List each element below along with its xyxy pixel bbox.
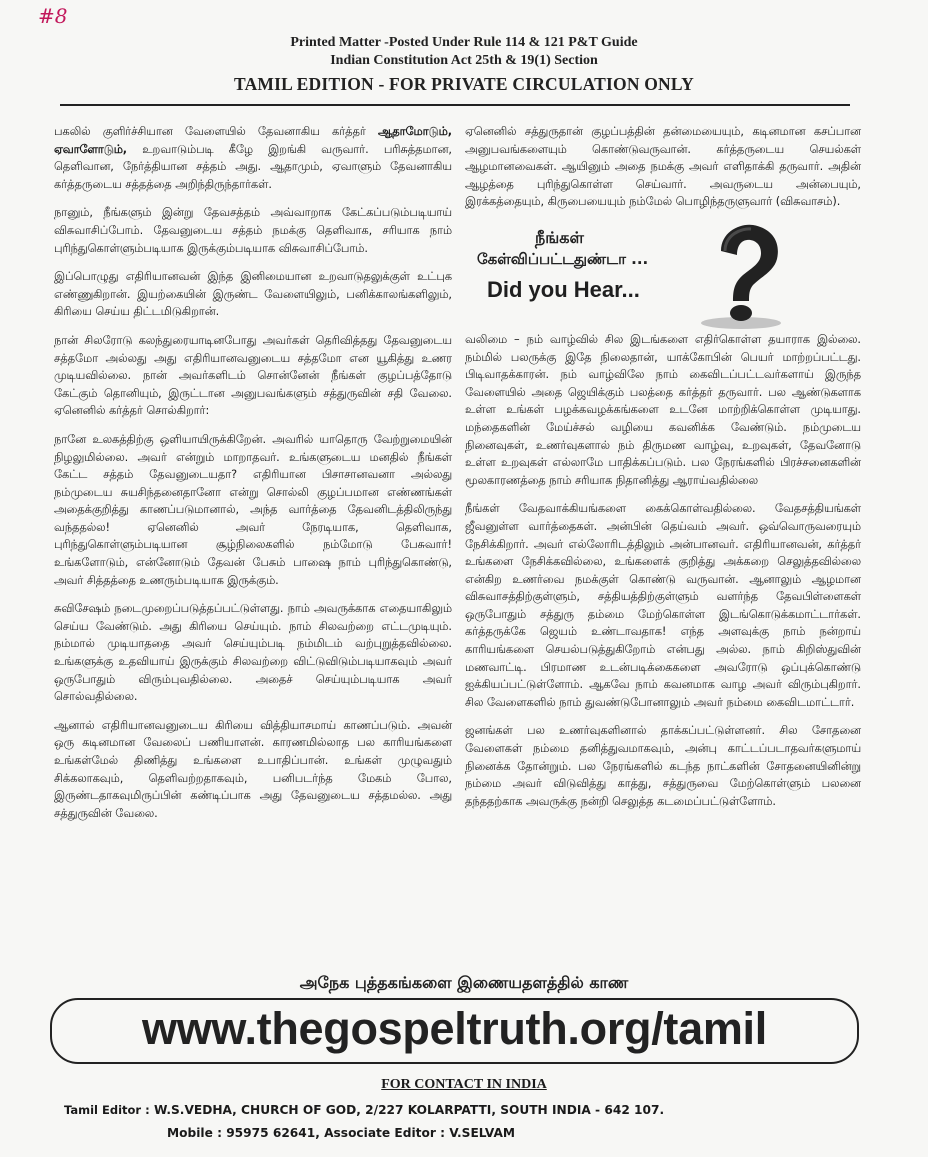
constitution-act-line: Indian Constitution Act 25th & 19(1) Section [330, 53, 598, 68]
paragraph: நானும், நீங்களும் இன்று தேவசத்தம் அவ்வாறாக கேட்கப்படும்படியாய் விசுவாசிப்போம். தேவனுடைய சத்தம் நமக்கு தெளிவாக, சரியாக நாம் புரிந்துகொள்ளும்படியாக இருக்கும்படியாக விசுவாசிப்போம். [54, 206, 452, 255]
paragraph: ஜனங்கள் பல உணர்வுகளினால் தாக்கப்பட்டுள்ளனர். சில சோதனை வேளைகள் நம்மை தனித்துவமாகவும், அன்பு காட்டப்படாதவர்களுமாய் நினைக்க தோன்றும். பல நேரங்களில் கடந்த நாட்களின் சோதனையினின்று நம்மை அவர் விடுவித்து காத்து, சத்துருவை மேற்கொள்ளும் பலனை தந்ததற்காக அவருக்கு நன்றி செலுத்த கடமைப்பட்டுள்ளோம். [465, 724, 861, 808]
paragraph-text: பகலில் குளிர்ச்சியான வேளையில் தேவனாகிய கர்த்தர் [54, 125, 378, 138]
contact-editor-label: Tamil Editor : [64, 1103, 150, 1117]
paragraph-text: உறவாடும்படி கீழே இறங்கி வருவார். பரிசுத்தமான, தெளிவான, நேர்த்தியான சத்தம் அது. ஆதாமும், ஏவாளும் தேவனாகிய கர்த்தருடைய சத்தத்தை அறிந்திருந்தார்கள். [54, 142, 452, 191]
question-tamil-line1: நீங்கள் [535, 227, 584, 247]
paragraph: நீங்கள் வேதவாக்கியங்களை கைக்கொள்வதில்லை. வேதசத்தியங்கள் ஜீவனுள்ள வார்த்தைகள். அன்பின் தெய்வம் அவர். ஒவ்வொருவரையும் நேசிக்கிறார். அவர் எல்லோரிடத்திலும் அன்பானவர். எதிரியானவன், கர்த்தர் உங்களை நேசிக்கவில்லை, உங்களைக் குறித்து அக்கறை செலுத்தவில்லை என்கிற உணர்வை நமக்குள் கொண்டு வருவான். ஆனாலும் ஆழமான விசுவாசத்திற்குள்ளும், சத்தியத்திற்குள்ளும் வளர்ந்த தேவபிள்ளைகள் ஒருபோதும் சத்துரு தம்மை மேற்கொள்ள இடங்கொடுக்கமாட்டார்கள். கர்த்தருக்கே ஜெயம் உண்டாவதாக! எந்த அளவுக்கு நாம் நன்றாய் காரியங்களை செயல்படுத்துகிறோம் என்பது அல்ல. நாம் கிறிஸ்துவின் மணவாட்டி. பிரமாண உடன்படிக்கைகளை அவரோடு ஒப்புக்கொண்டு ஐக்கியப்பட்டுள்ளோம். ஆகவே நாம் கவனமாக வாழ அவர் விரும்புகிறார். சில வேளைகளில் நாம் துவண்டுபோனாலும் அவர் நம்மை கைவிடமாட்டார். [465, 502, 861, 709]
question-tamil-line2: கேள்விப்பட்டதுண்டா ... [477, 249, 649, 268]
paragraph: ஆனால் எதிரியானவனுடைய கிரியை வித்தியாசமாய் காணப்படும். அவன் ஒரு கடினமான வேலைப் பணியாளன். காரணமில்லாத பல காரியங்களை உங்கள்மேல் திணித்து உங்களை உபாதிப்பான். உங்கள் முழுவதும் சிக்கலாகவும், தெளிவற்றதாகவும், பனிபடர்ந்த மேகம் போல, இருண்டதாகவுமிருப்பின் கண்டிப்பாக அது தேவனுடைய சத்தமல்ல. அது சத்துருவின் வேலை. [54, 718, 452, 820]
paragraph: ஏனெனில் சத்துருதான் குழப்பத்தின் தன்மையையும், கடினமான கசப்பான அனுபவங்களையும் கொண்டுவருவான். கர்த்தருடைய செயல்கள் ஆழமானவைகள். ஆயினும் அதை நமக்கு அவர் எளிதாக்கி தருவார். அதின் ஆழத்தை புரிந்துகொள்ள செய்வார். அவருடைய அன்பையும், இரக்கத்தையும், கிருபையையும் நம்மேல் பொழிந்தருளுவார் (விசுவாசம்). [465, 125, 861, 209]
website-promo-heading: அநேக புத்தகங்களை இணையதளத்தில் காண [299, 973, 629, 992]
page-number-mark: #8 [38, 4, 68, 28]
paragraph: சுவிசேஷம் நடைமுறைப்படுத்தப்பட்டுள்ளது. நாம் அவருக்காக எதையாகிலும் செய்ய வேண்டும். அது கிரியை செய்யும். நாம் சிலவற்றை எட்டமுடியும். நம்மால் முடியாததை அவர் செய்யும்படி நம்மிடம் வற்புறுத்தவில்லை. உங்களுக்கு உதவியாய் இருக்கும் சிலவற்றை விட்டுவிடும்படியாகவும் அவர் ஒருபோதும் விரும்புவதில்லை. அதைச் செய்யும்படியாக அவர் சொல்வதில்லை. [54, 602, 452, 704]
paragraph [54, 123, 452, 193]
did-you-hear-graphic [465, 225, 861, 331]
contact-editor-address: W.S.VEDHA, CHURCH OF GOD, 2/227 KOLARPATTI, SOUTH INDIA - 642 107. [153, 1103, 665, 1117]
paragraph: நான் சிலரோடு கலந்துரையாடினபோது அவர்கள் தெரிவித்தது தேவனுடைய சத்தமோ அல்லது அது எதிரியானவனுடைய சத்தமோ என யூகித்து உணர முடியவில்லை. நான் அவர்களிடம் சொன்னேன் நீங்கள் குழப்பத்தோடு கேட்கும் தொனியும், இருட்டான அனுபவங்களும் சத்துருவின் சதி வேலை. ஏனெனில் கர்த்தர் சொல்கிறார்: [54, 333, 452, 418]
question-mark-icon [691, 221, 791, 331]
contact-mobile-line: Mobile : 95975 62641, Associate Editor : V.SELVAM [167, 1126, 516, 1140]
postal-notice-line: Printed Matter -Posted Under Rule 114 & 121 P&T Guide [290, 35, 638, 50]
website-url-box [50, 998, 859, 1064]
contact-editor-line [64, 1103, 664, 1117]
paragraph-bold-text: ஆதாமோடும், ஏவாளோடும், [54, 125, 452, 156]
paragraph: இப்பொழுது எதிரியானவன் இந்த இனிமையான உறவாடுதலுக்குள் உட்புக எண்ணுகிறான். இயற்கையின் இருண்ட வேளையிலும், பனிக்காலங்களிலும், கிரியை செய்ய திட்டமிடுகிறான். [54, 270, 452, 319]
right-column [465, 123, 861, 821]
contact-heading: FOR CONTACT IN INDIA [381, 1077, 547, 1092]
header-divider [60, 104, 850, 106]
edition-title: TAMIL EDITION - FOR PRIVATE CIRCULATION ONLY [234, 74, 694, 94]
left-column [54, 123, 452, 833]
question-english: Did you Hear... [487, 276, 640, 302]
website-url-link[interactable]: www.thegospeltruth.org/tamil [142, 1003, 767, 1054]
paragraph: வலிமை – நம் வாழ்வில் சில இடங்களை எதிர்கொள்ள தயாராக இல்லை. நம்மில் பலருக்கு இதே நிலைதான், யாக்கோபின் பெயர் மாற்றப்பட்டது. பிடிவாதக்காரன். நம் வாழ்விலே நாம் கைவிடப்பட்டவர்களாய் இருந்த வேளையில் அதை ஜெயிக்கும் பலத்தை கர்த்தர் தருவார். பல ஆண்டுகளாக உள்ள உங்கள் பழக்கவழக்கங்களை உடனே மாற்றிக்கொள்ள முடியாது. மந்தைகளின் மேய்ச்சல் வழியை கவனிக்க வேண்டும். நம்முடைய நினைவுகள், உணர்வுகளால் நம் திருமண வாழ்வு, உறவுகள், தேவனோடு உள்ள உறவுகள் எல்லாமே பாதிக்கப்படும். பல நேரங்களில் பிரச்சனைகளின் மூலகாரணத்தை நாம் சரியாக நிதானித்து ஆராய்வதில்லை [465, 332, 861, 487]
paragraph: நானே உலகத்திற்கு ஒளியாயிருக்கிறேன். அவரில் யாதொரு வேற்றுமையின் நிழலுமில்லை. அவர் என்றும் மாறாதவர். உங்களுடைய மனதில் நீங்கள் கேட்ட சத்தம் தேவனுடையதா? எதிரியான பிசாசானவனா அல்லது நம்முடைய சுயசிந்தனைதானோ என்று சொல்லி குழப்பமான எண்ணங்கள் அதைக்குறித்து காணப்படுமானால், அந்த வார்த்தை தேவனிடத்திலிருந்து வந்ததல்ல! ஏனெனில் அவர் நேரடியாக, தெளிவாக, புரிந்துகொள்ளும்படியான சூழ்நிலைகளில் நம்மோடு பேசுவார்! உங்களோடும், என்னோடும் தேவன் பேசும் பாஷை நாம் புரிந்துகொண்டு, அவர் சித்தத்தை உணரும்படியாக இருக்கும். [54, 432, 452, 587]
